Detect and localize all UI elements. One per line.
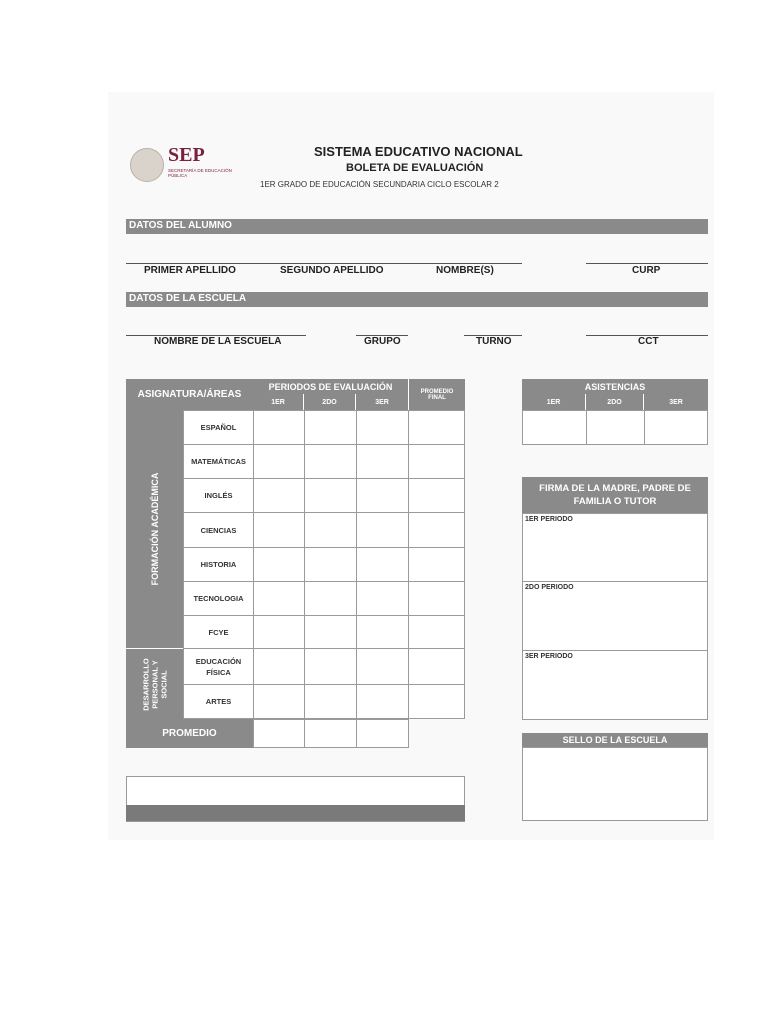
final-grade-cell[interactable] (408, 648, 465, 685)
final-grade-cell[interactable] (408, 410, 465, 445)
grade-cell[interactable] (304, 512, 357, 548)
grade-cell[interactable] (253, 615, 305, 649)
grade-cell[interactable] (253, 410, 305, 445)
student-section-bar: DATOS DEL ALUMNO (126, 219, 708, 234)
signature-period-2-label: 2DO PERIODO (525, 584, 574, 591)
grade-cell[interactable] (304, 547, 357, 582)
grade-cell[interactable] (356, 648, 409, 685)
school-seal-header: SELLO DE LA ESCUELA (522, 733, 708, 747)
student-name-line (126, 263, 522, 264)
attendance-header: ASISTENCIAS (522, 379, 708, 394)
signature-header: FIRMA DE LA MADRE, PADRE DE FAMILIA O TUTOR (522, 477, 708, 513)
signature-period-1-box[interactable] (522, 513, 708, 582)
period-header-2: 2DO (304, 394, 356, 410)
group-label: GRUPO (364, 336, 401, 347)
subject-label: HISTORIA (183, 547, 254, 582)
cct-label: CCT (638, 336, 659, 347)
grade-cell[interactable] (253, 581, 305, 616)
attendance-period-1: 1ER (522, 394, 586, 410)
grade-cell[interactable] (356, 410, 409, 445)
observations-footer-bar (126, 805, 465, 821)
average-cell-1[interactable] (253, 719, 305, 748)
final-grade-cell[interactable] (408, 512, 465, 548)
final-grade-cell[interactable] (408, 547, 465, 582)
attendance-period-3: 3ER (644, 394, 708, 410)
grade-cell[interactable] (356, 512, 409, 548)
grade-cell[interactable] (253, 648, 305, 685)
grade-cell[interactable] (356, 547, 409, 582)
signature-period-1-label: 1ER PERIODO (525, 516, 573, 523)
grade-line: 1ER GRADO DE EDUCACIÓN SECUNDARIA CICLO ESCOLAR 2 (260, 180, 499, 189)
subject-header: ASIGNATURA/ÁREAS (126, 379, 253, 410)
grade-cell[interactable] (253, 684, 305, 719)
grade-cell[interactable] (356, 444, 409, 479)
names-label: NOMBRE(S) (436, 265, 494, 276)
document-title: SISTEMA EDUCATIVO NACIONAL (314, 144, 523, 159)
average-label: PROMEDIO (126, 719, 253, 748)
final-grade-cell[interactable] (408, 684, 465, 719)
grade-cell[interactable] (304, 615, 357, 649)
subject-label: TECNOLOGIA (183, 581, 254, 616)
grade-cell[interactable] (356, 478, 409, 513)
curp-label: CURP (632, 265, 661, 276)
period-header-3: 3ER (356, 394, 408, 410)
subject-label: EDUCACIÓN FÍSICA (183, 648, 254, 685)
final-grade-cell[interactable] (408, 478, 465, 513)
attendance-cell-1[interactable] (522, 410, 587, 445)
second-surname-label: SEGUNDO APELLIDO (280, 265, 384, 276)
subject-label: ESPAÑOL (183, 410, 254, 445)
final-grade-cell[interactable] (408, 581, 465, 616)
grade-cell[interactable] (356, 684, 409, 719)
seal-logo-icon (130, 148, 164, 182)
average-cell-2[interactable] (304, 719, 357, 748)
area-personal-column (126, 648, 183, 719)
signature-period-3-box[interactable] (522, 650, 708, 720)
grade-cell[interactable] (356, 615, 409, 649)
school-seal-box (522, 747, 708, 821)
subject-label: ARTES (183, 684, 254, 719)
periods-header: PERIODOS DE EVALUACIÓN (253, 379, 408, 394)
subject-label: MATEMÁTICAS (183, 444, 254, 479)
subject-label: CIENCIAS (183, 512, 254, 548)
grade-cell[interactable] (304, 444, 357, 479)
signature-period-3-label: 3ER PERIODO (525, 653, 573, 660)
document-subtitle: BOLETA DE EVALUACIÓN (346, 162, 484, 174)
attendance-period-2: 2DO (586, 394, 644, 410)
area-academic-column (126, 410, 183, 648)
grade-cell[interactable] (304, 684, 357, 719)
school-section-bar: DATOS DE LA ESCUELA (126, 292, 708, 307)
school-name-label: NOMBRE DE LA ESCUELA (154, 336, 282, 347)
final-header-line-1: PROMEDIO (420, 388, 454, 395)
first-surname-label: PRIMER APELLIDO (144, 265, 236, 276)
report-card-page (108, 92, 714, 840)
period-header-1: 1ER (253, 394, 304, 410)
area-academic-label: FORMACIÓN ACADÉMICA (149, 472, 160, 586)
final-average-header (408, 379, 465, 410)
grade-cell[interactable] (304, 410, 357, 445)
shift-label: TURNO (476, 336, 512, 347)
grade-cell[interactable] (304, 648, 357, 685)
area-personal-label: DESARROLLO PERSONAL Y SOCIAL (141, 657, 168, 711)
grade-cell[interactable] (253, 547, 305, 582)
final-header-line-2: FINAL (428, 394, 446, 401)
sep-logo-subtitle: SECRETARÍA DE EDUCACIÓN PÚBLICA (168, 168, 232, 178)
final-grade-cell[interactable] (408, 444, 465, 479)
grade-cell[interactable] (304, 478, 357, 513)
final-grade-cell[interactable] (408, 615, 465, 649)
sep-logo-text: SEP (168, 144, 205, 166)
subject-label: INGLÉS (183, 478, 254, 513)
average-cell-3[interactable] (356, 719, 409, 748)
grade-cell[interactable] (253, 478, 305, 513)
curp-line (586, 263, 708, 264)
attendance-cell-2[interactable] (586, 410, 645, 445)
signature-period-2-box[interactable] (522, 581, 708, 651)
grade-cell[interactable] (253, 444, 305, 479)
grade-cell[interactable] (356, 581, 409, 616)
attendance-cell-3[interactable] (644, 410, 708, 445)
subject-label: FCYE (183, 615, 254, 649)
grade-cell[interactable] (253, 512, 305, 548)
grade-cell[interactable] (304, 581, 357, 616)
